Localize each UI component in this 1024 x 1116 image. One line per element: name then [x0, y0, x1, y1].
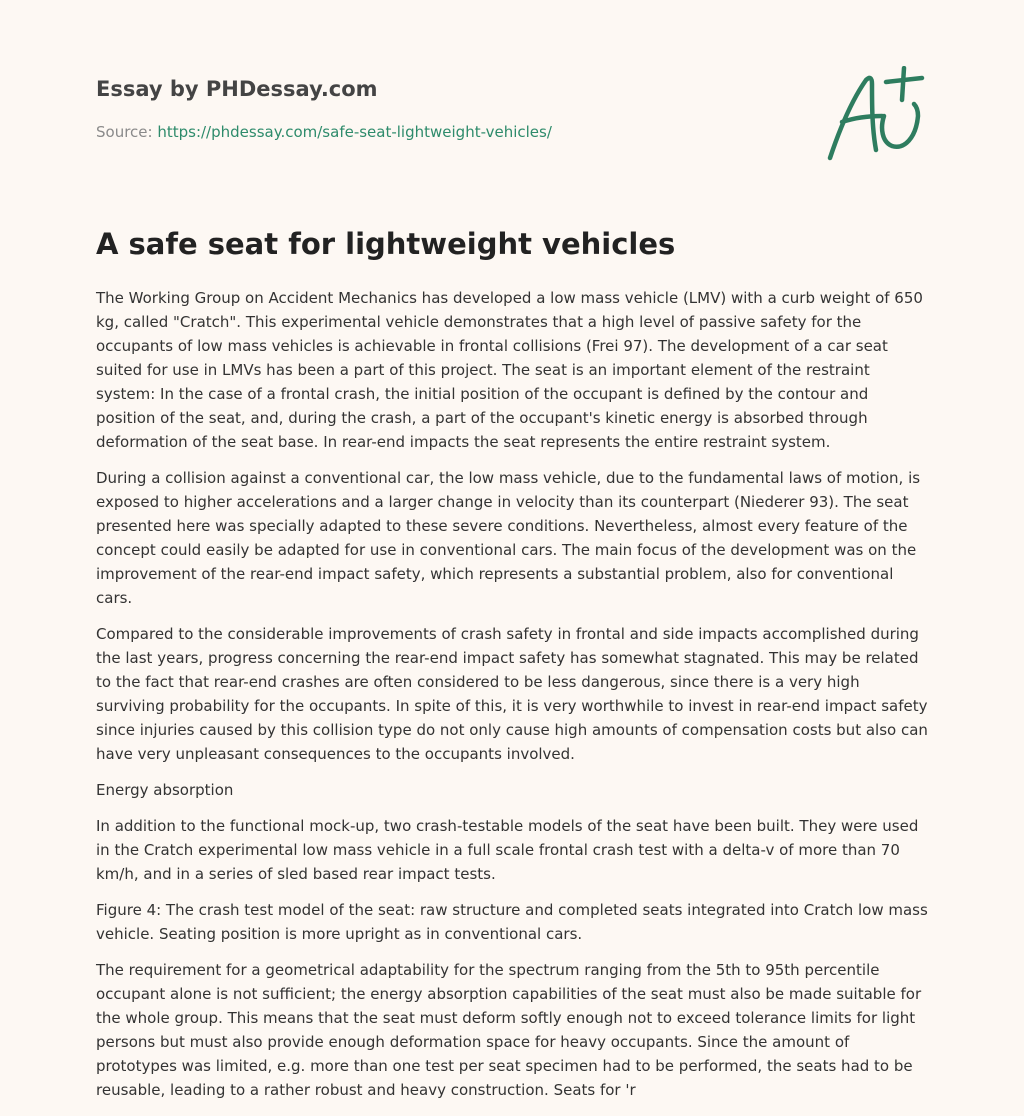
- section-heading: Energy absorption: [96, 781, 234, 799]
- essay-title: A safe seat for lightweight vehicles: [96, 227, 676, 261]
- source-label: Source:: [96, 123, 158, 141]
- site-header: [96, 74, 796, 142]
- source-line: [96, 122, 796, 142]
- site-brand: Essay by PHDessay.com: [96, 77, 378, 101]
- paragraph: The Working Group on Accident Mechanics has developed a low mass vehicle (LMV) with a curb weight of 650 kg, called "Cratch". This experimental vehicle demonstrates that a high level of passive safety for the occupants of low mass vehicles is achievable in frontal collisions (Frei 97). The development of a car seat suited for use in LMVs has been a part of this project. The seat is an important element of the restraint system: In the case of a frontal crash, the initial position of the occupant is defined by the contour and position of the seat, and, during the crash, a part of the occupant's kinetic energy is absorbed through deformation of the seat base. In rear-end impacts the seat represents the entire restraint system.: [96, 289, 923, 451]
- source-link[interactable]: https://phdessay.com/safe-seat-lightweight-vehicles/: [157, 123, 552, 141]
- a-plus-icon: [822, 66, 932, 166]
- paragraph: Compared to the considerable improvements of crash safety in frontal and side impacts accomplished during the last years, progress concerning the rear-end impact safety has somewhat stagnated. This may be related to the fact that rear-end crashes are often considered to be less dangerous, since there is a very high surviving probability for the occupants. In spite of this, it is very worthwhile to invest in rear-end impact safety since injuries caused by this collision type do not only cause high amounts of compensation costs but also can have very unpleasant consequences to the occupants involved.: [96, 625, 928, 763]
- paragraph: The requirement for a geometrical adaptability for the spectrum ranging from the 5th to 95th percentile occupant alone is not sufficient; the energy absorption capabilities of the seat must also be made suitable for the whole group. This means that the seat must deform softly enough not to exceed tolerance limits for light persons but must also provide enough deformation space for heavy occupants. Since the amount of prototypes was limited, e.g. more than one test per seat specimen had to be performed, the seats had to be reusable, leading to a rather robust and heavy construction. Seats for 'r: [96, 961, 922, 1099]
- paragraph: During a collision against a conventional car, the low mass vehicle, due to the fundamental laws of motion, is exposed to higher accelerations and a larger change in velocity than its counterpart (Niederer 93). The seat presented here was specially adapted to these severe conditions. Nevertheless, almost every feature of the concept could easily be adapted for use in conventional cars. The main focus of the development was on the improvement of the rear-end impact safety, which represents a substantial problem, also for conventional cars.: [96, 469, 921, 607]
- essay-body: [96, 286, 932, 1114]
- figure-caption: Figure 4: The crash test model of the seat: raw structure and completed seats integrated into Cratch low mass vehicle. Seating position is more upright as in conventional cars.: [96, 901, 928, 943]
- paragraph: In addition to the functional mock-up, two crash-testable models of the seat have been built. They were used in the Cratch experimental low mass vehicle in a full scale frontal crash test with a delta-v of more than 70 km/h, and in a series of sled based rear impact tests.: [96, 817, 919, 883]
